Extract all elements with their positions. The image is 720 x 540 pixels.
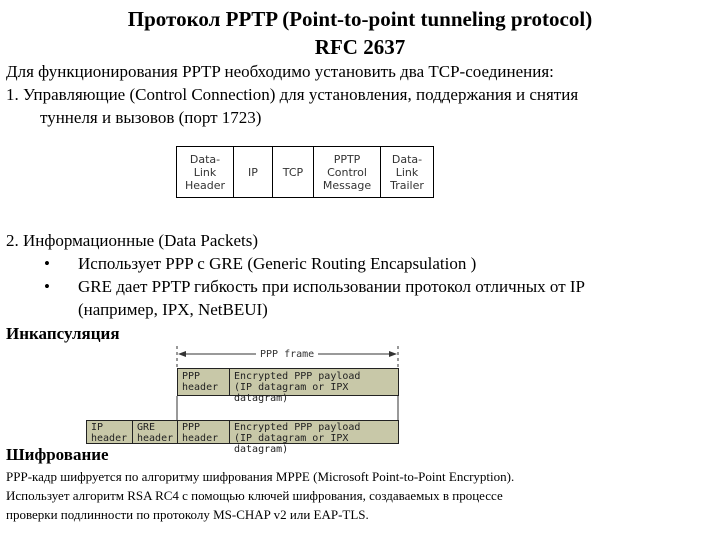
datalink-header-cell: Data- Link Header <box>177 147 234 198</box>
bullet-2-continuation: (например, IPX, NetBEUI) <box>78 300 268 319</box>
control-connection-diagram <box>176 146 434 198</box>
bullet-2: GRE дает PPTP гибкость при использовании протокол отличных от IP <box>78 277 585 296</box>
item1-line1: 1. Управляющие (Control Connection) для установления, поддержания и снятия <box>6 85 579 104</box>
bullet-char: • <box>44 277 50 296</box>
slide-title-line1: Протокол PPTP (Point-to-point tunneling protocol) <box>127 7 593 31</box>
ppp-header-cell: PPP header <box>178 369 230 395</box>
encryption-line-3: проверки подлинности по протоколу MS-CHAP v2 или EAP-TLS. <box>6 507 369 522</box>
bullet-char: • <box>44 254 50 273</box>
encryption-line-1: PPP-кадр шифруется по алгоритму шифрования MPPE (Microsoft Point-to-Point Encryption). <box>6 469 515 484</box>
encapsulation-heading: Инкапсуляция <box>6 324 120 343</box>
pptp-control-message-cell: PPTP Control Message <box>314 147 381 198</box>
slide-title-line2: RFC 2637 <box>314 35 406 59</box>
encryption-heading: Шифрование <box>6 445 109 464</box>
ppp-frame-label: PPP frame <box>260 349 315 360</box>
encryption-line-2: Использует алгоритм RSA RC4 с помощью ключей шифрования, создаваемых в процессе <box>6 488 503 503</box>
ppp-frame-row <box>177 368 399 404</box>
tcp-cell: TCP <box>273 147 314 198</box>
encrypted-payload-cell: Encrypted PPP payload (IP datagram or IPX datagram) <box>234 371 361 404</box>
datalink-trailer-cell: Data- Link Trailer <box>381 147 434 198</box>
ppp-header-cell: PPP header <box>178 421 230 443</box>
intro-text: Для функционирования PPTP необходимо установить два TCP-соединения: <box>6 62 554 81</box>
encrypted-payload-cell: Encrypted PPP payload (IP datagram or IPX datagram) <box>234 422 361 455</box>
item1-line2: туннеля и вызовов (порт 1723) <box>40 108 262 127</box>
ip-header-cell: IP header <box>87 421 133 443</box>
ip-cell: IP <box>234 147 273 198</box>
item2-line1: 2. Информационные (Data Packets) <box>6 231 259 250</box>
gre-packet-row <box>86 420 399 455</box>
gre-header-cell: GRE header <box>133 421 178 443</box>
bullet-1: Использует PPP с GRE (Generic Routing Encapsulation ) <box>78 254 477 273</box>
